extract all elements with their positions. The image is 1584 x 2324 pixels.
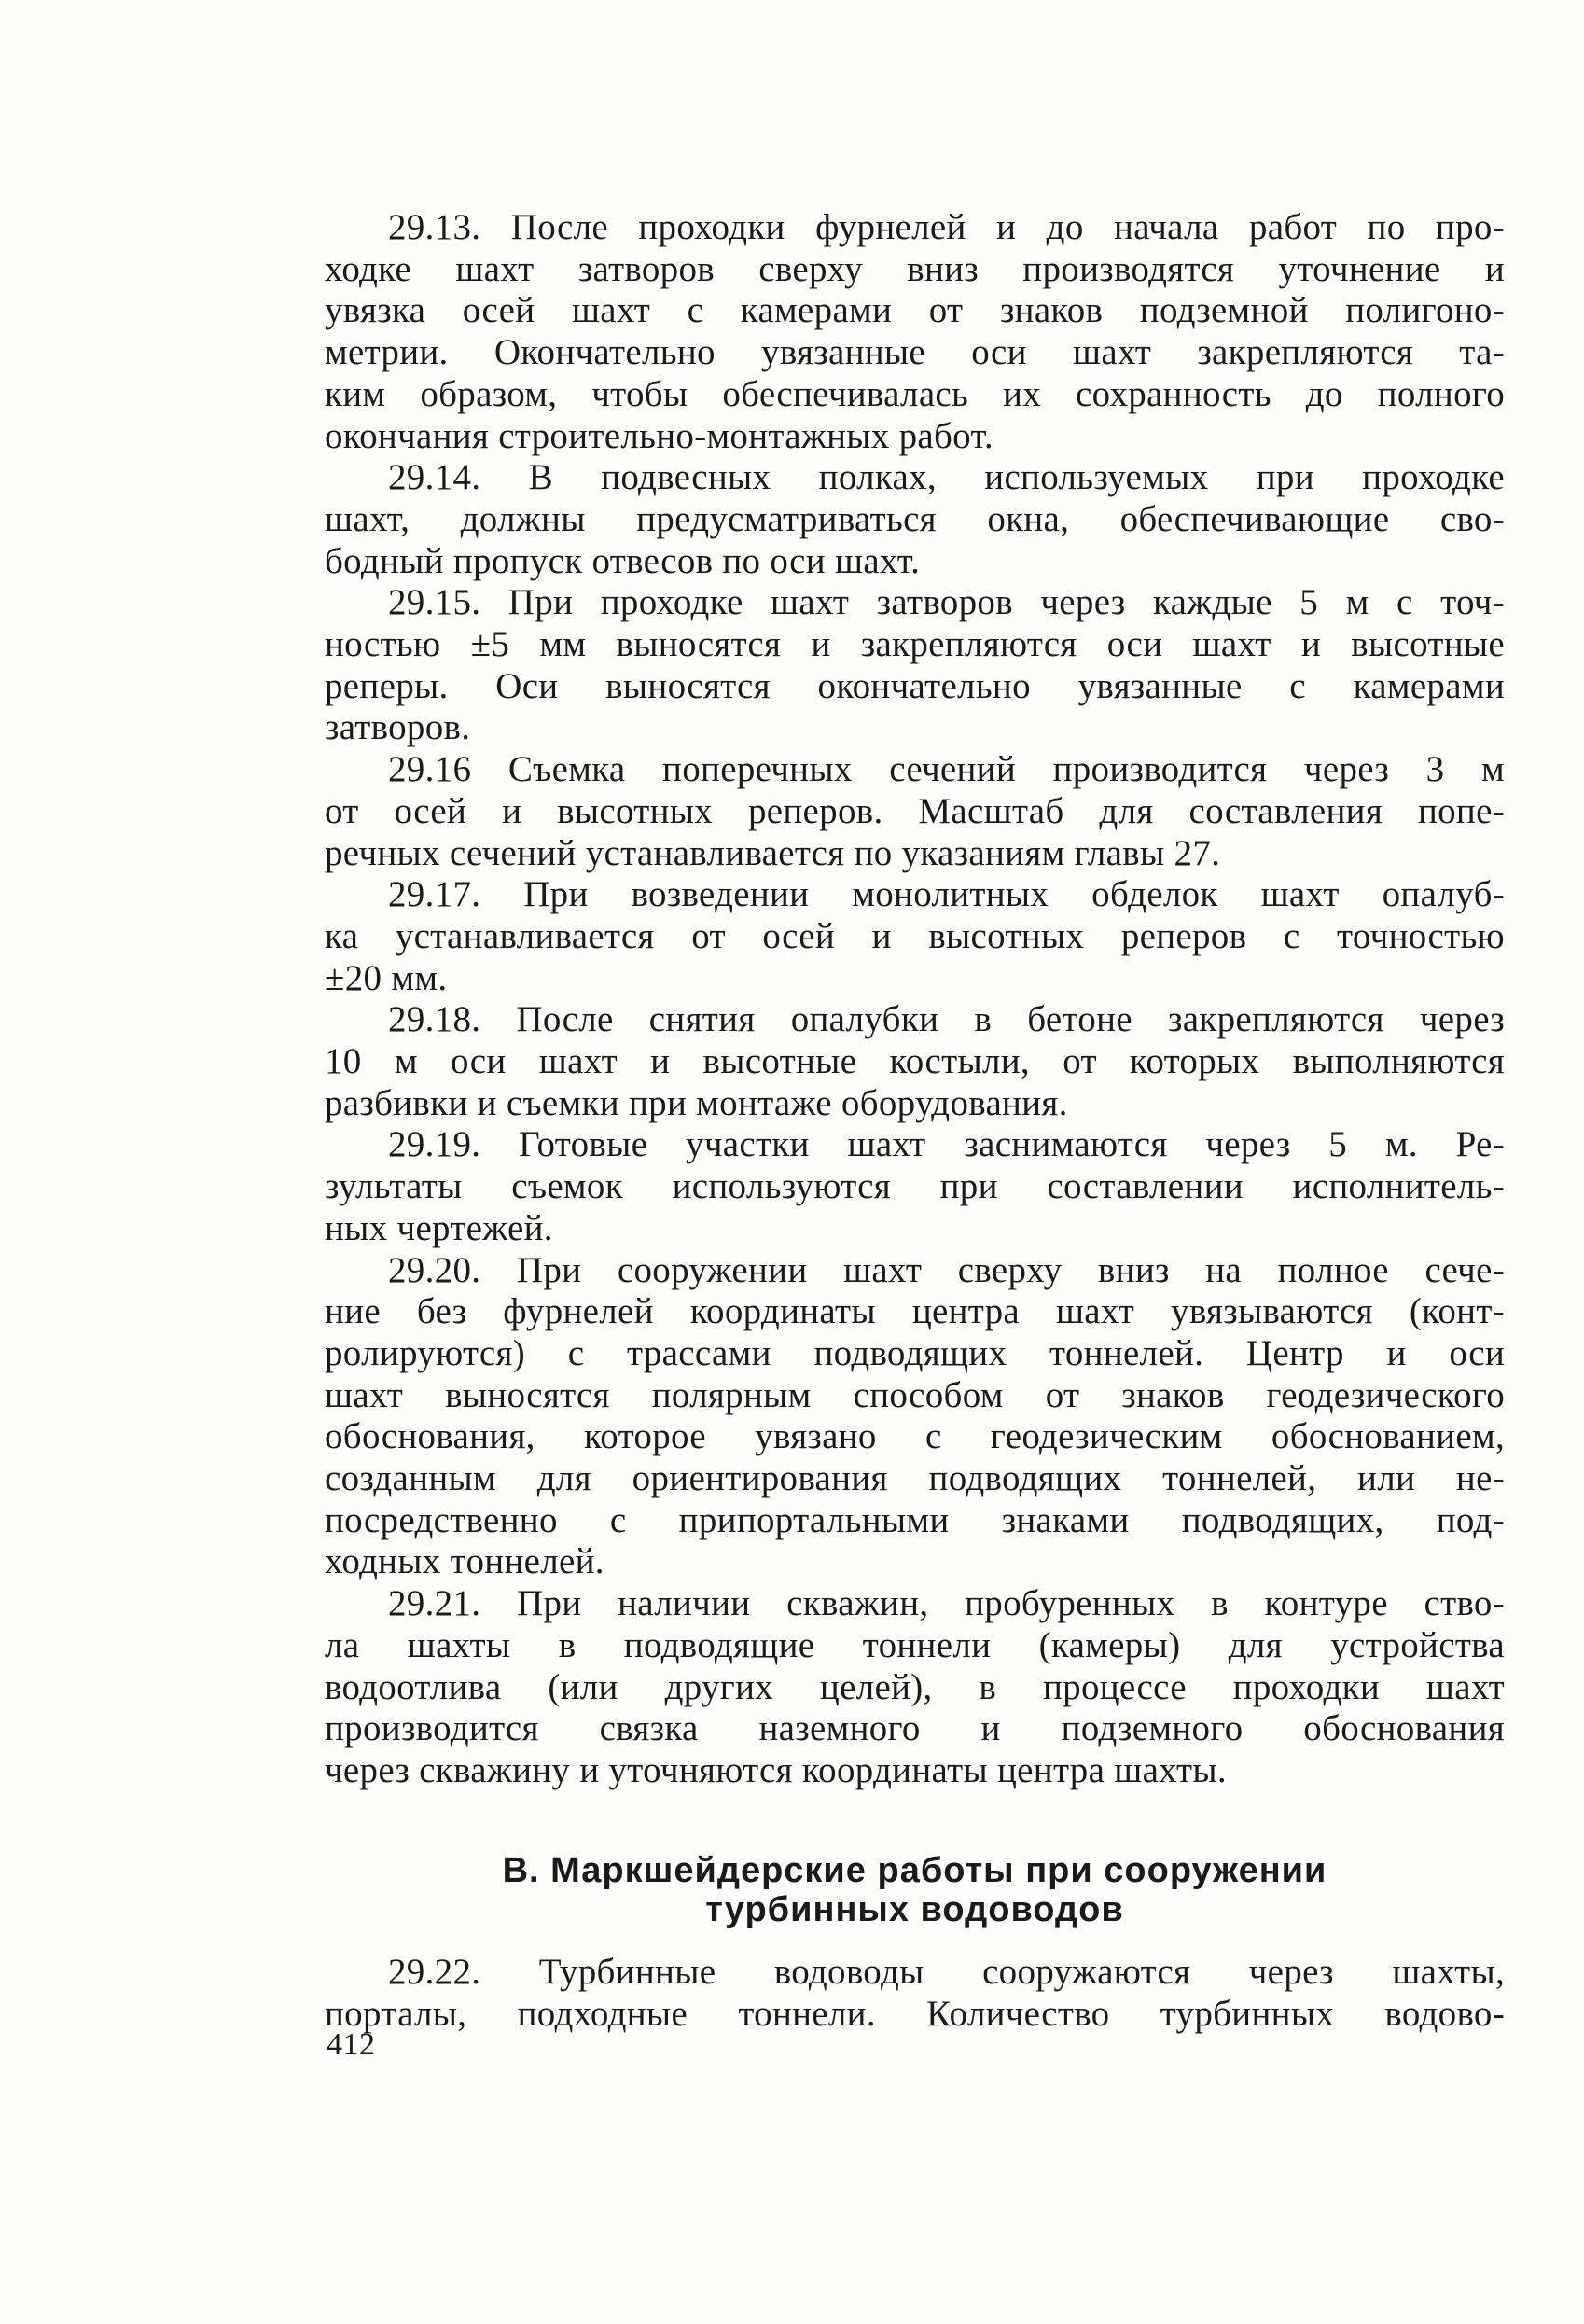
- text-line: затворов.: [325, 707, 471, 748]
- text-line: метрии. Окончательно увязанные оси шахт закрепляются та-: [325, 332, 1505, 373]
- heading-line: турбинных водоводов: [705, 1890, 1124, 1929]
- text-line: зультаты съемок используются при составлении исполнитель-: [325, 1166, 1505, 1207]
- text-line: ролируются) с трассами подводящих тоннелей. Центр и оси: [325, 1332, 1505, 1373]
- text-line: шахт, должны предусматриваться окна, обеспечивающие сво-: [325, 498, 1505, 539]
- page-number: 412: [327, 2027, 376, 2062]
- text-line: ние без фурнелей координаты центра шахт увязываются (конт-: [325, 1291, 1505, 1332]
- heading-line: В. Маркшейдерские работы при сооружении: [502, 1851, 1327, 1890]
- text-line: ностью ±5 мм выносятся и закрепляются оси шахт и высотные: [325, 624, 1505, 664]
- text-line: ных чертежей.: [325, 1207, 553, 1248]
- text-line: окончания строительно-монтажных работ.: [325, 415, 993, 456]
- text-line: бодный пропуск отвесов по оси шахт.: [325, 540, 921, 581]
- text-line: 29.22. Турбинные водоводы сооружаются через шахты,: [388, 1952, 1505, 1992]
- text-line: ка устанавливается от осей и высотных реперов с точностью: [325, 915, 1505, 956]
- text-line: 29.14. В подвесных полках, используемых при проходке: [388, 457, 1505, 498]
- text-line: шахт выносятся полярным способом от знаков геодезического: [325, 1374, 1505, 1415]
- text-line: ким образом, чтобы обеспечивалась их сохранность до полного: [325, 373, 1505, 414]
- text-line: ±20 мм.: [325, 957, 448, 998]
- text-line: речных сечений устанавливается по указаниям главы 27.: [325, 832, 1221, 873]
- text-line: разбивки и съемки при монтаже оборудования.: [325, 1082, 1068, 1123]
- text-line: 29.17. При возведении монолитных обделок шахт опалуб-: [388, 874, 1505, 915]
- text-line: производится связка наземного и подземного обоснования: [325, 1708, 1505, 1749]
- text-line: 29.19. Готовые участки шахт заснимаются через 5 м. Ре-: [388, 1124, 1505, 1165]
- text-line: 29.18. После снятия опалубки в бетоне закрепляются через: [388, 999, 1505, 1040]
- text-line: порталы, подходные тоннели. Количество турбинных водово-: [325, 1993, 1505, 2034]
- text-line: посредственно с припортальными знаками подводящих, под-: [325, 1499, 1505, 1540]
- text-line: обоснования, которое увязано с геодезическим обоснованием,: [325, 1416, 1505, 1457]
- text-line: реперы. Оси выносятся окончательно увязанные с камерами: [325, 665, 1505, 706]
- text-line: водоотлива (или других целей), в процессе проходки шахт: [325, 1666, 1505, 1707]
- text-line: от осей и высотных реперов. Масштаб для составления попе-: [325, 790, 1505, 831]
- text-line: созданным для ориентирования подводящих тоннелей, или не-: [325, 1458, 1505, 1498]
- text-line: 29.13. После проходки фурнелей и до начала работ по про-: [388, 207, 1505, 247]
- text-line: ходных тоннелей.: [325, 1541, 604, 1582]
- text-line: 29.21. При наличии скважин, пробуренных в контуре ство-: [388, 1583, 1505, 1624]
- text-line: 10 м оси шахт и высотные костыли, от которых выполняются: [325, 1041, 1505, 1081]
- text-line: 29.16 Съемка поперечных сечений производится через 3 м: [388, 749, 1505, 790]
- text-line: ла шахты в подводящие тоннели (камеры) для устройства: [325, 1624, 1505, 1665]
- text-line: через скважину и уточняются координаты центра шахты.: [325, 1749, 1227, 1790]
- text-line: 29.20. При сооружении шахт сверху вниз на полное сече-: [388, 1249, 1505, 1290]
- text-line: ходке шахт затворов сверху вниз производятся уточнение и: [325, 248, 1505, 289]
- text-line: 29.15. При проходке шахт затворов через каждые 5 м с точ-: [388, 582, 1505, 623]
- text-line: увязка осей шахт с камерами от знаков подземной полигоно-: [325, 290, 1505, 331]
